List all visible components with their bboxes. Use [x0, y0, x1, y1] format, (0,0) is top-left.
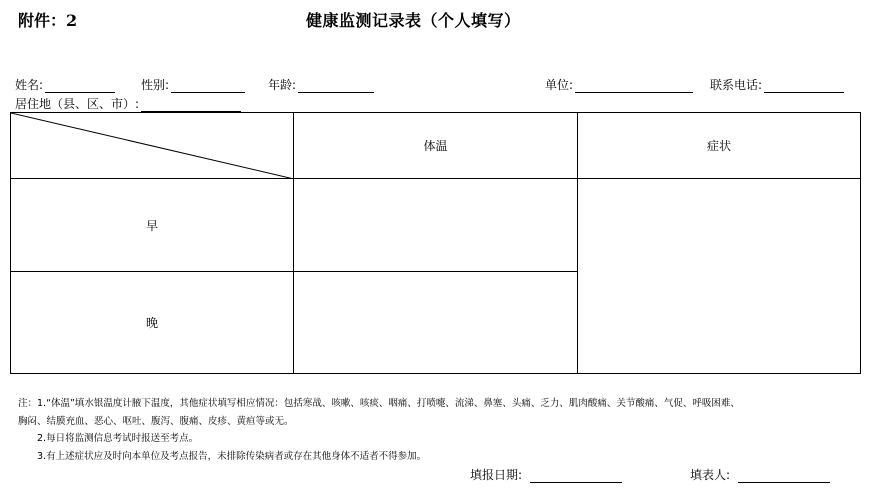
note-line-1: 注：1.“体温”填水银温度计腋下温度，其他症状填写相应情况：包括寒战、咳嗽、咳痰、咽痛、打喷嚏、流涕、鼻塞、头痛、乏力、肌肉酸痛、关节酸痛、气促、呼吸困难、 [18, 398, 740, 409]
age-label: 年龄: [268, 78, 297, 92]
notes-section [18, 395, 740, 465]
residence-field[interactable] [15, 95, 241, 112]
gender-field[interactable] [141, 76, 245, 93]
age-field[interactable] [268, 76, 374, 93]
filler-field[interactable] [690, 466, 830, 483]
note-line-4: 3.有上述症状应及时向本单位及考点报告，未排除传染病者或存在其他身体不适者不得参加。 [37, 450, 427, 462]
table-row [11, 179, 861, 272]
residence-label: 居住地（县、区、市）: [15, 97, 140, 111]
unit-field[interactable] [545, 76, 693, 93]
diagonal-header-cell [11, 113, 294, 179]
attachment-label: 附件：2 [18, 11, 78, 30]
table-header-row [11, 113, 861, 179]
column-header-symptoms: 症状 [578, 113, 861, 179]
gender-input-line[interactable] [171, 80, 245, 93]
unit-label: 单位: [545, 78, 574, 92]
column-header-temperature: 体温 [294, 113, 578, 179]
name-label: 姓名: [15, 78, 44, 92]
age-input-line[interactable] [298, 80, 374, 93]
phone-input-line[interactable] [764, 80, 844, 93]
name-input-line[interactable] [45, 80, 115, 93]
name-field[interactable] [15, 76, 115, 93]
gender-label: 性别: [141, 78, 170, 92]
unit-input-line[interactable] [575, 80, 693, 93]
symptoms-cell[interactable] [578, 179, 861, 374]
fill-date-label: 填报日期: [470, 468, 523, 482]
phone-label: 联系电话: [710, 78, 763, 92]
row-label-evening: 晚 [11, 272, 294, 374]
residence-input-line[interactable] [141, 99, 241, 112]
note-line-2: 胸闷、结膜充血、恶心、呕吐、腹泻、腹痛、皮疹、黄疸等或无。 [18, 415, 294, 427]
row-label-morning: 早 [11, 179, 294, 272]
morning-temperature-cell[interactable] [294, 179, 578, 272]
fill-date-field[interactable] [470, 466, 622, 483]
note-line-3: 2.每日将监测信息考试时报送至考点。 [37, 433, 199, 444]
fill-date-input-line[interactable] [530, 470, 622, 483]
evening-temperature-cell[interactable] [294, 272, 578, 374]
diagonal-line-icon [11, 113, 294, 179]
filler-label: 填表人: [690, 468, 731, 482]
phone-field[interactable] [710, 76, 844, 93]
page-title: 健康监测记录表（个人填写） [306, 11, 521, 30]
health-record-table [10, 112, 861, 374]
filler-input-line[interactable] [738, 470, 830, 483]
